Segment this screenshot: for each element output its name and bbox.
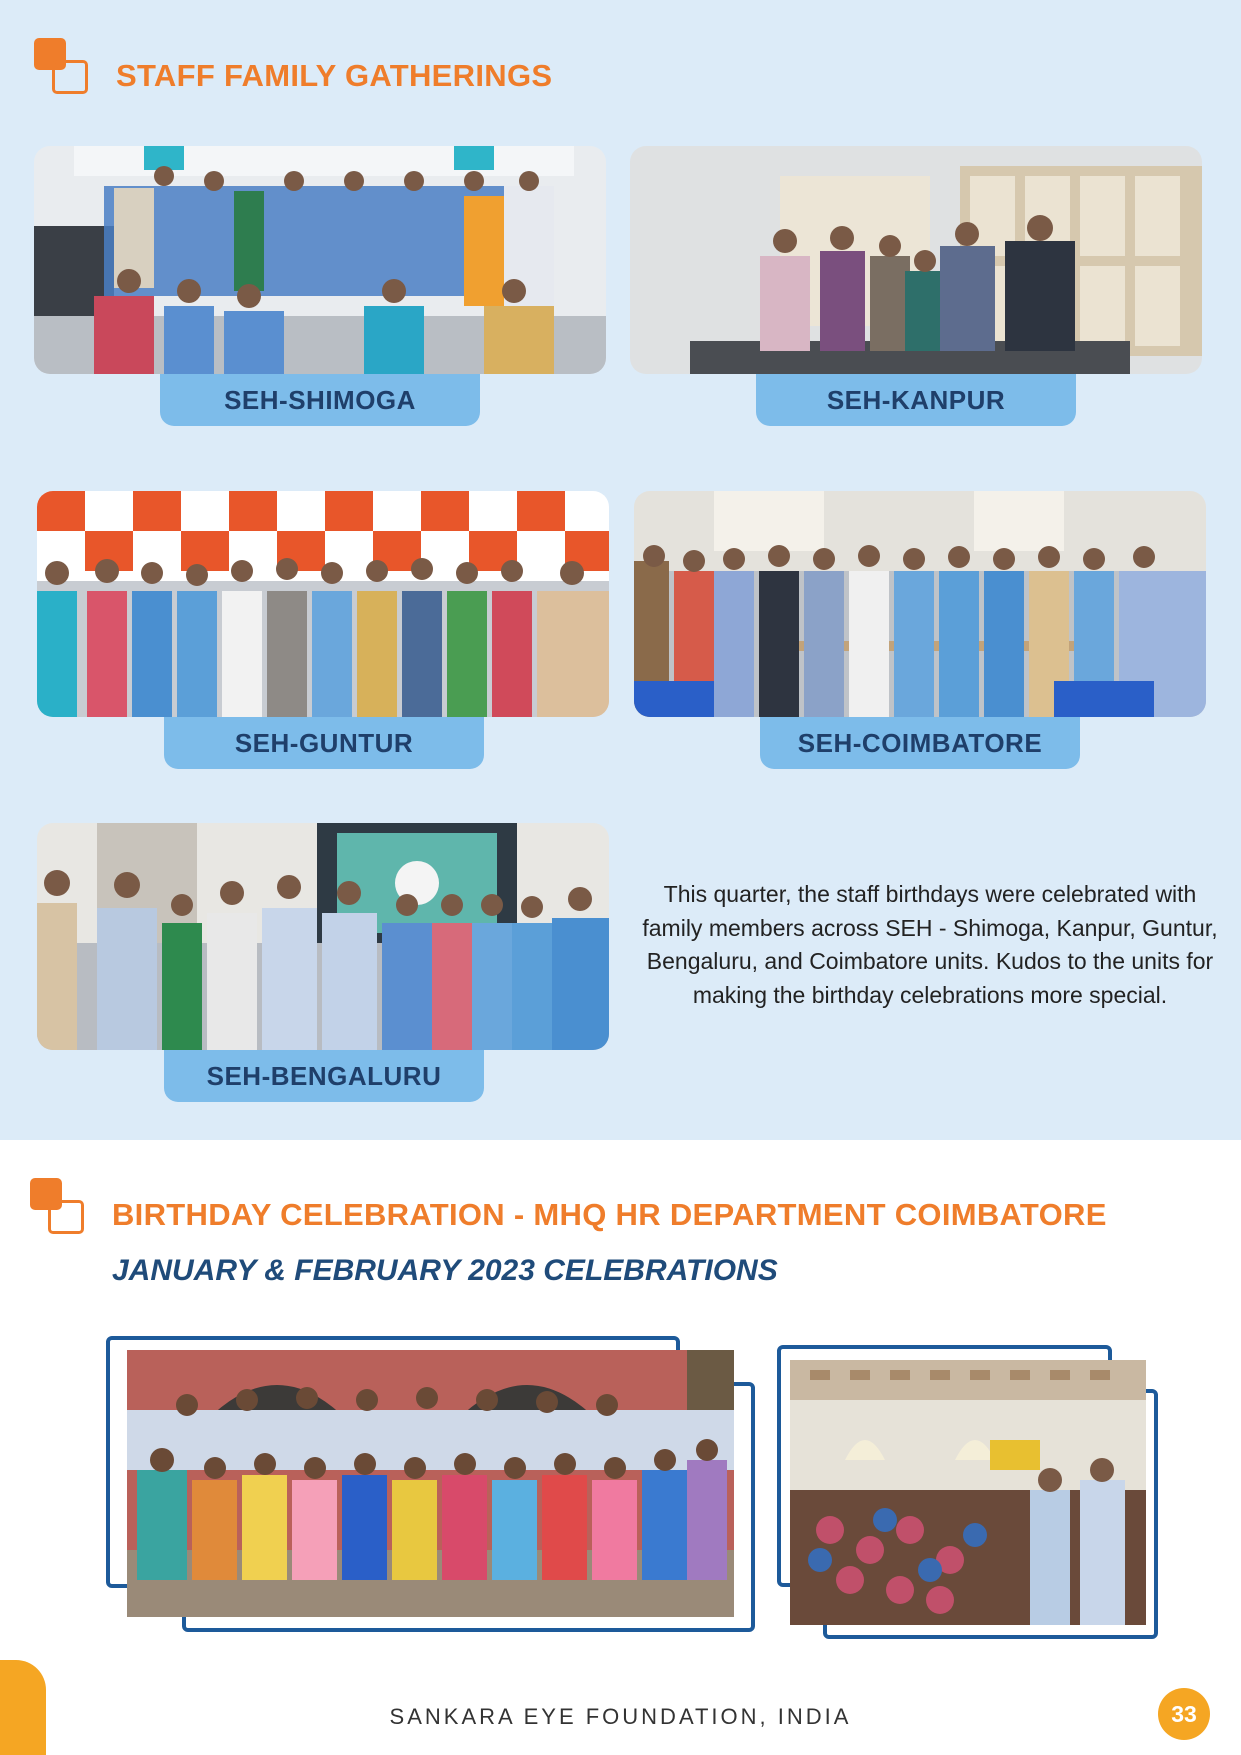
staff-description: This quarter, the staff birthdays were celebrated with family members across SEH - Shimoga, Kanpur, Guntur, Bengaluru, and Coimbatore units. Kudos to the units for making the birthday celebrations more special. bbox=[642, 881, 1218, 1008]
label-seh-coimbatore: SEH-COIMBATORE bbox=[760, 717, 1080, 769]
page-number-badge: 33 bbox=[1158, 1688, 1210, 1740]
photo-classroom-gathering bbox=[790, 1360, 1146, 1625]
label-seh-shimoga: SEH-SHIMOGA bbox=[160, 374, 480, 426]
photo-seh-coimbatore bbox=[634, 491, 1206, 717]
photo-seh-shimoga bbox=[34, 146, 606, 374]
section-icon bbox=[34, 38, 90, 98]
section-title: STAFF FAMILY GATHERINGS bbox=[116, 58, 553, 93]
label-seh-bengaluru: SEH-BENGALURU bbox=[164, 1050, 484, 1102]
photo-seh-guntur bbox=[37, 491, 609, 717]
photo-seh-bengaluru bbox=[37, 823, 609, 1050]
label-seh-guntur: SEH-GUNTUR bbox=[164, 717, 484, 769]
photo-seh-kanpur bbox=[630, 146, 1202, 374]
section-title: BIRTHDAY CELEBRATION - MHQ HR DEPARTMENT COIMBATORE bbox=[112, 1197, 1107, 1232]
section-subtitle: JANUARY & FEBRUARY 2023 CELEBRATIONS bbox=[112, 1254, 778, 1287]
photo-children-group bbox=[127, 1350, 734, 1617]
footer-organization: SANKARA EYE FOUNDATION, INDIA bbox=[389, 1704, 852, 1729]
section-icon bbox=[30, 1178, 86, 1238]
label-seh-kanpur: SEH-KANPUR bbox=[756, 374, 1076, 426]
